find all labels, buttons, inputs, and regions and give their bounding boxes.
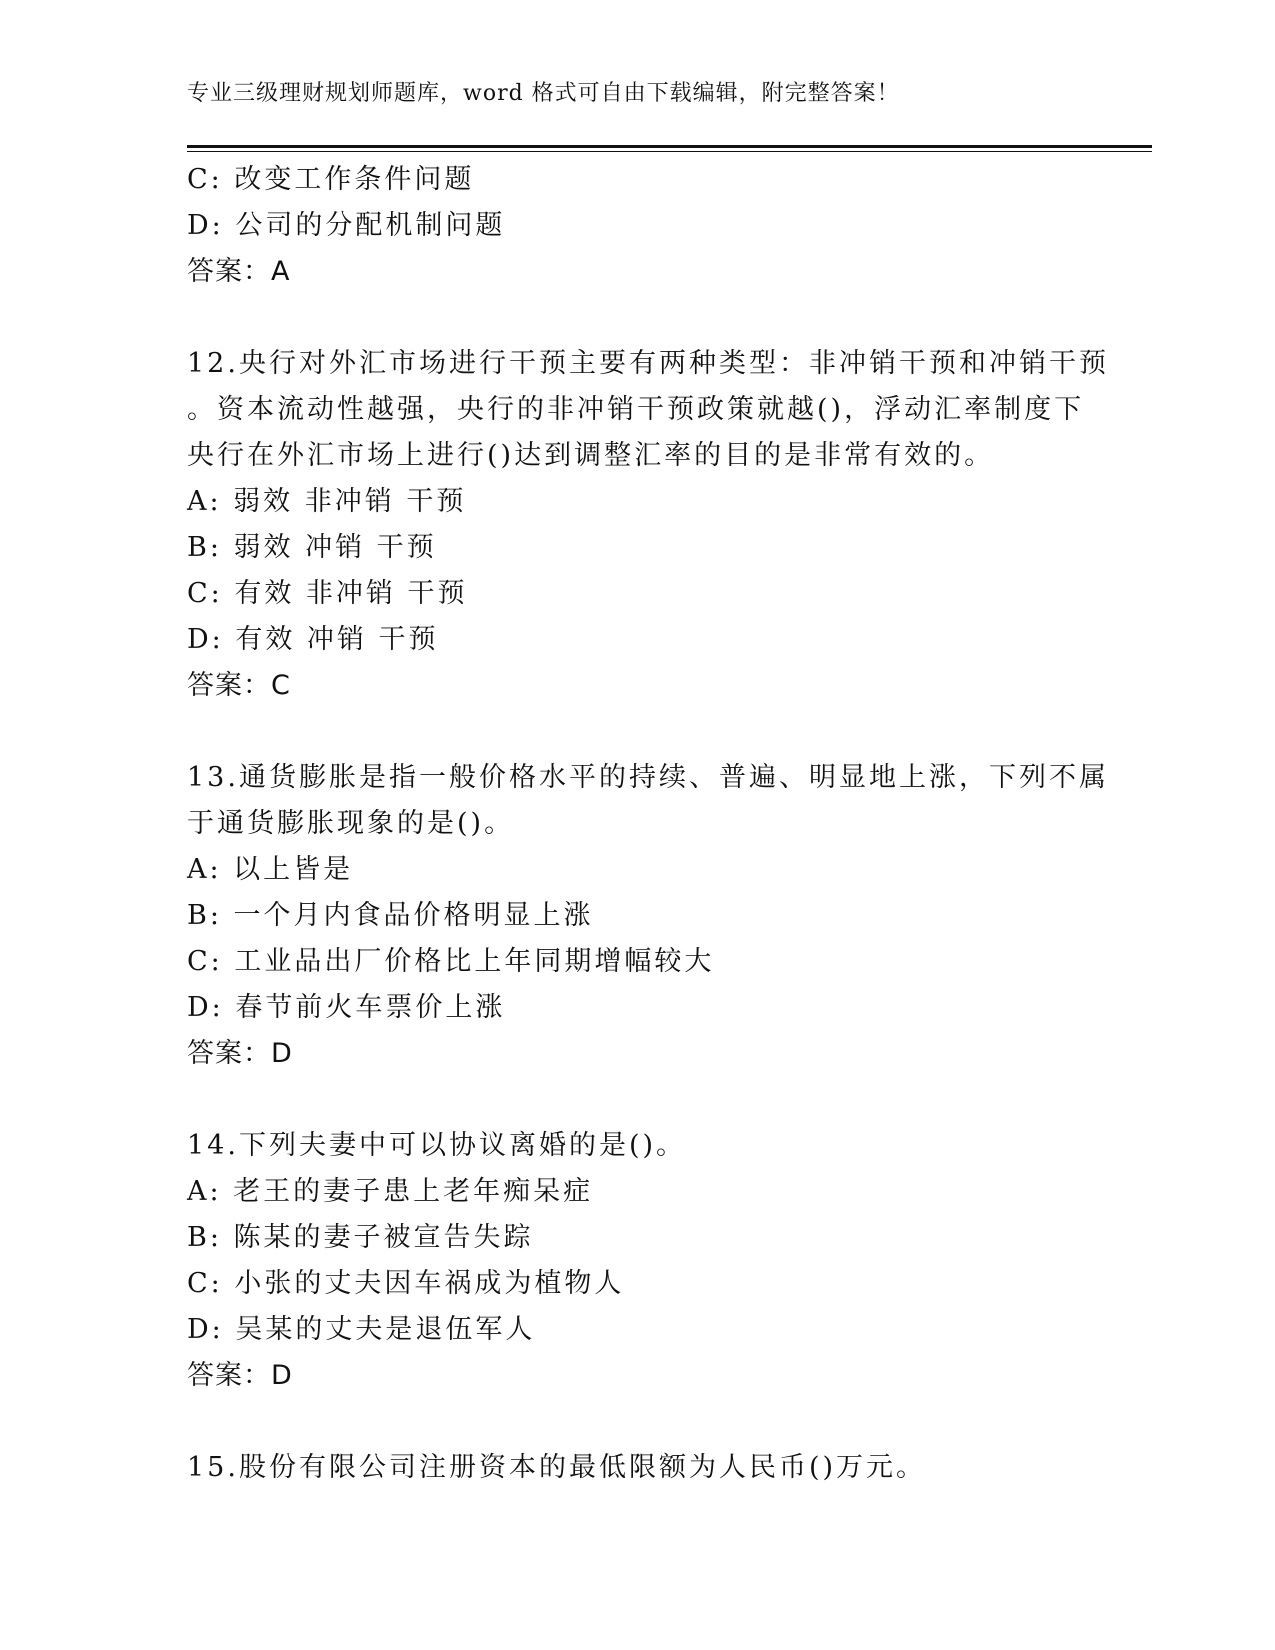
option-b: B: 一个月内食品价格明显上涨	[187, 900, 594, 931]
option-a: A: 老王的妻子患上老年痴呆症	[187, 1176, 594, 1207]
question-text-line: 。资本流动性越强，央行的非冲销干预政策就越()，浮动汇率制度下	[187, 394, 1085, 425]
option-d: D: 有效 冲销 干预	[187, 624, 439, 655]
question-14	[187, 1123, 1087, 1399]
option-c: C: 小张的丈夫因车祸成为植物人	[187, 1268, 625, 1299]
spacer	[187, 1077, 1087, 1123]
spacer	[187, 1399, 1087, 1445]
header-rule-thin	[187, 151, 1152, 152]
option-d: D: 吴某的丈夫是退伍军人	[187, 1314, 536, 1345]
option-b: B: 弱效 冲销 干预	[187, 532, 437, 563]
spacer	[187, 295, 1087, 341]
question-text-line: 12.央行对外汇市场进行干预主要有两种类型：非冲销干预和冲销干预	[187, 348, 1109, 379]
answer-line: 答案：D	[187, 1360, 293, 1391]
option-c: C: 工业品出厂价格比上年同期增幅较大	[187, 946, 715, 977]
option-d: D: 公司的分配机制问题	[187, 210, 506, 241]
question-text-line: 于通货膨胀现象的是()。	[187, 808, 515, 839]
option-c: C: 有效 非冲销 干预	[187, 578, 468, 609]
question-13	[187, 755, 1109, 1077]
option-c: C: 改变工作条件问题	[187, 164, 475, 195]
spacer	[187, 709, 1087, 755]
answer-line: 答案：A	[187, 256, 291, 287]
question-text-line: 央行在外汇市场上进行()达到调整汇率的目的是非常有效的。	[187, 440, 995, 471]
option-b: B: 陈某的妻子被宣告失踪	[187, 1222, 534, 1253]
page-header: 专业三级理财规划师题库，word 格式可自由下载编辑，附完整答案！	[187, 81, 900, 106]
option-d: D: 春节前火车票价上涨	[187, 992, 506, 1023]
option-a: A: 弱效 非冲销 干预	[187, 486, 467, 517]
prev-question-block	[187, 157, 1087, 295]
question-15	[187, 1445, 1087, 1491]
question-text-line: 13.通货膨胀是指一般价格水平的持续、普遍、明显地上涨，下列不属	[187, 762, 1109, 793]
header-rule-thick	[187, 145, 1152, 148]
option-a: A: 以上皆是	[187, 854, 354, 885]
answer-line: 答案：D	[187, 1038, 293, 1069]
answer-line: 答案：C	[187, 670, 291, 701]
question-text-line: 14.下列夫妻中可以协议离婚的是()。	[187, 1130, 687, 1161]
question-12	[187, 341, 1109, 709]
question-text-line: 15.股份有限公司注册资本的最低限额为人民币()万元。	[187, 1452, 927, 1483]
question-content	[187, 157, 1109, 1491]
